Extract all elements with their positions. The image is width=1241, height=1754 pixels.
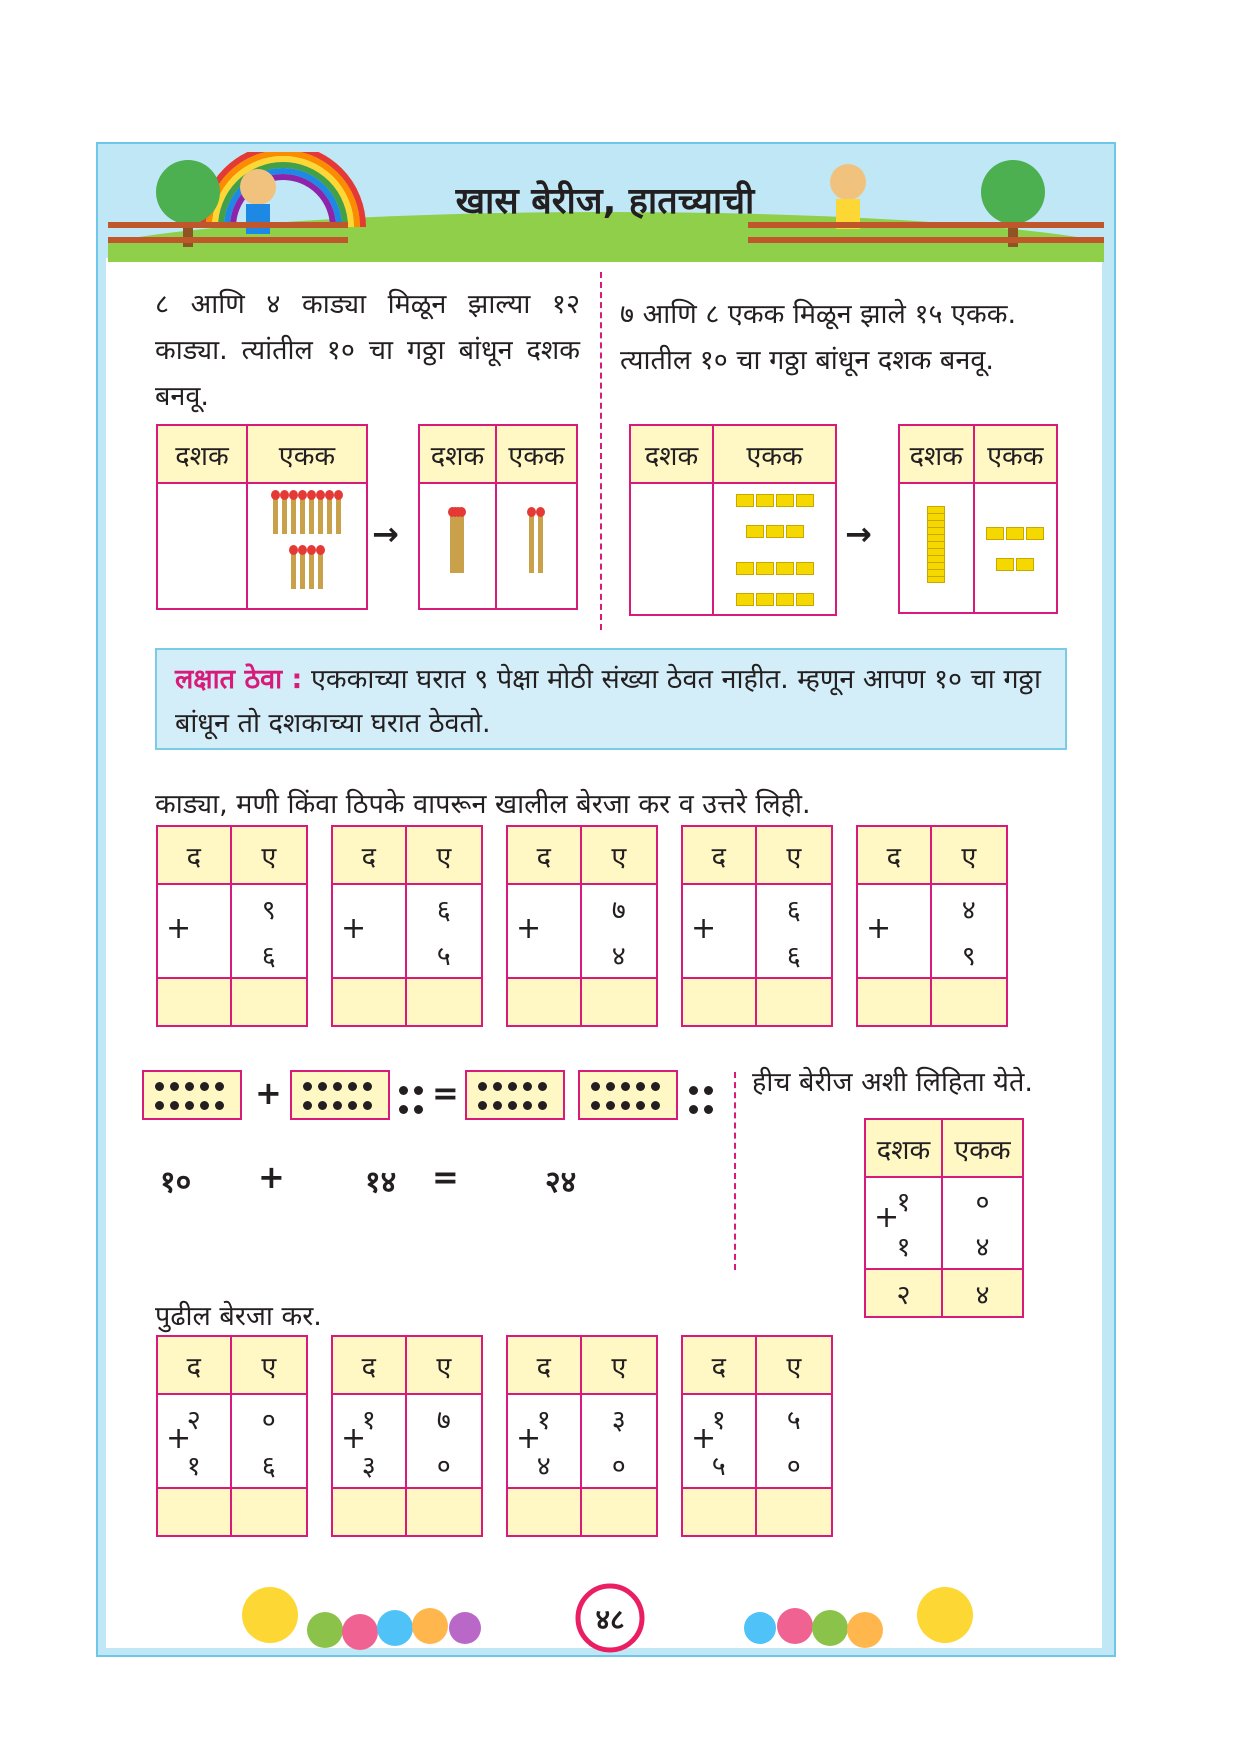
tens-header: द	[507, 826, 581, 884]
digit: ६	[786, 894, 801, 926]
digit: ६	[436, 894, 451, 926]
tens-header: द	[507, 1336, 581, 1394]
digit: २	[186, 1404, 201, 1436]
digit: ३	[361, 1450, 376, 1482]
digit: ५	[436, 940, 451, 972]
digit: ७	[436, 1404, 451, 1436]
tens-header: द	[682, 1336, 756, 1394]
equals-sign: =	[432, 1158, 459, 1196]
matchsticks-icon	[497, 513, 576, 580]
plus-sign: +	[341, 1421, 367, 1456]
digit: ५	[786, 1404, 801, 1436]
matchsticks-icon	[248, 496, 366, 541]
answer-ones-box[interactable]	[231, 978, 307, 1026]
digit: ९	[961, 940, 976, 972]
answer-tens-box[interactable]	[682, 1488, 756, 1536]
answer-ones-box[interactable]	[756, 1488, 832, 1536]
arrow-icon: →	[372, 515, 399, 553]
unit-cubes-icon	[975, 517, 1056, 579]
tens-header: द	[332, 826, 406, 884]
tens-rod-icon	[927, 506, 945, 583]
unit-cubes-icon	[714, 552, 835, 614]
digit: ०	[436, 1450, 451, 1482]
tens-header: दशक	[157, 425, 247, 483]
dots-box-10	[142, 1070, 242, 1120]
answer-tens-box[interactable]	[507, 978, 581, 1026]
ones-header: ए	[581, 826, 657, 884]
answer-ones-box[interactable]	[406, 978, 482, 1026]
digit: ०	[261, 1404, 276, 1436]
digit: १	[896, 1232, 911, 1263]
answer-tens-box[interactable]	[507, 1488, 581, 1536]
ones-header: ए	[756, 1336, 832, 1394]
example-table	[864, 1118, 1024, 1318]
digit: ६	[261, 940, 276, 972]
answer-ones-box[interactable]	[581, 978, 657, 1026]
digit: ४	[975, 1232, 990, 1263]
number-14: १४	[365, 1165, 397, 1200]
equals-sign: =	[432, 1074, 459, 1112]
page-number: ४८	[595, 1603, 625, 1636]
ones-header: ए	[581, 1336, 657, 1394]
addition-table	[506, 1335, 658, 1537]
ones-header: ए	[231, 826, 307, 884]
exercise1-instruction: काड्या, मणी किंवा ठिपके वापरून खालील बेरजा कर व उत्तरे लिही.	[155, 789, 811, 820]
plus-sign: +	[341, 911, 367, 946]
tens-header: दशक	[865, 1119, 942, 1177]
ones-header: एकक	[496, 425, 577, 483]
dots-box-10	[465, 1070, 565, 1120]
plus-sign: +	[866, 911, 892, 946]
addition-table	[156, 1335, 308, 1537]
addition-table	[331, 1335, 483, 1537]
answer-tens: २	[865, 1269, 942, 1317]
ones-header: एकक	[247, 425, 367, 483]
tens-header: द	[157, 1336, 231, 1394]
digit: ०	[975, 1187, 990, 1218]
sticks-table-before	[156, 424, 368, 610]
plus-sign: +	[691, 1421, 717, 1456]
plus-sign: +	[166, 1421, 192, 1456]
ones-header: ए	[931, 826, 1007, 884]
page-title: खास बेरीज, हातच्याची	[455, 181, 755, 222]
ones-header: ए	[756, 826, 832, 884]
digit: ६	[786, 940, 801, 972]
digit: ४	[611, 940, 626, 972]
answer-tens-box[interactable]	[332, 1488, 406, 1536]
number-10: १०	[160, 1165, 192, 1200]
plus-sign: +	[516, 1421, 542, 1456]
answer-tens-box[interactable]	[682, 978, 756, 1026]
stick-bundle-icon	[420, 513, 495, 580]
tens-header: दशक	[419, 425, 496, 483]
plus-sign: +	[691, 911, 717, 946]
addition-table	[681, 1335, 833, 1537]
tens-header: द	[857, 826, 931, 884]
addition-table	[331, 825, 483, 1027]
divider	[600, 272, 602, 630]
sticks-table-after	[418, 424, 578, 610]
addition-table	[506, 825, 658, 1027]
ones-header: ए	[231, 1336, 307, 1394]
digit: १	[536, 1404, 551, 1436]
tens-header: द	[332, 1336, 406, 1394]
answer-ones-box[interactable]	[231, 1488, 307, 1536]
digit: १	[711, 1404, 726, 1436]
answer-ones-box[interactable]	[756, 978, 832, 1026]
tens-header: द	[157, 826, 231, 884]
addition-table	[681, 825, 833, 1027]
dots-4	[686, 1082, 716, 1120]
ones-header: ए	[406, 826, 482, 884]
note-text: एककाच्या घरात ९ पेक्षा मोठी संख्या ठेवत नाहीत. म्हणून आपण १० चा गठ्ठा बांधून तो दशकाच्या घरात ठेवतो.	[175, 664, 1041, 739]
addition-table	[156, 825, 308, 1027]
digit: ०	[611, 1450, 626, 1482]
tens-header: दशक	[899, 425, 974, 483]
arrow-icon: →	[845, 515, 872, 553]
addition-table	[856, 825, 1008, 1027]
ones-header: ए	[406, 1336, 482, 1394]
divider	[734, 1072, 736, 1270]
digit: ७	[611, 894, 626, 926]
number-24: २४	[545, 1165, 577, 1200]
answer-ones-box[interactable]	[931, 978, 1007, 1026]
answer-tens-box[interactable]	[857, 978, 931, 1026]
tens-header: दशक	[630, 425, 713, 483]
digit: ०	[786, 1450, 801, 1482]
digit: १	[361, 1404, 376, 1436]
answer-ones-box[interactable]	[406, 1488, 482, 1536]
matchsticks-icon	[248, 551, 366, 596]
plus-sign: +	[258, 1158, 285, 1196]
answer-tens-box[interactable]	[157, 978, 231, 1026]
digit: ९	[261, 894, 276, 926]
answer-ones-box[interactable]	[581, 1488, 657, 1536]
cubes-table-before	[629, 424, 837, 616]
digit: ३	[611, 1404, 626, 1436]
answer-tens-box[interactable]	[332, 978, 406, 1026]
intro-left-text: ८ आणि ४ काड्या मिळून झाल्या १२ काड्या. त्यांतील १० चा गठ्ठा बांधून दशक बनवू.	[155, 289, 580, 412]
tens-header: द	[682, 826, 756, 884]
answer-ones: ४	[942, 1269, 1023, 1317]
intro-right-text: ७ आणि ८ एकक मिळून झाले १५ एकक. त्यातील १० चा गठ्ठा बांधून दशक बनवू.	[620, 299, 1017, 376]
ones-header: एकक	[942, 1119, 1023, 1177]
plus-sign: +	[255, 1074, 282, 1112]
dots-box-10	[578, 1070, 678, 1120]
digit: १	[896, 1187, 911, 1218]
plus-sign: +	[516, 911, 542, 946]
dots-box-10	[290, 1070, 390, 1120]
same-sum-text: हीच बेरीज अशी लिहिता येते.	[752, 1067, 1033, 1098]
plus-sign: +	[166, 911, 192, 946]
digit: ५	[711, 1450, 726, 1482]
plus-sign: +	[874, 1200, 900, 1235]
digit: ४	[536, 1450, 551, 1482]
answer-tens-box[interactable]	[157, 1488, 231, 1536]
digit: १	[186, 1450, 201, 1482]
exercise2-instruction: पुढील बेरजा कर.	[155, 1301, 322, 1332]
digit: ४	[961, 894, 976, 926]
remember-note	[155, 648, 1067, 750]
unit-cubes-icon	[714, 484, 835, 546]
note-label: लक्षात ठेवा :	[175, 664, 303, 695]
ones-header: एकक	[974, 425, 1057, 483]
cubes-table-after	[898, 424, 1058, 614]
digit: ६	[261, 1450, 276, 1482]
ones-header: एकक	[713, 425, 836, 483]
dots-4	[396, 1082, 426, 1120]
